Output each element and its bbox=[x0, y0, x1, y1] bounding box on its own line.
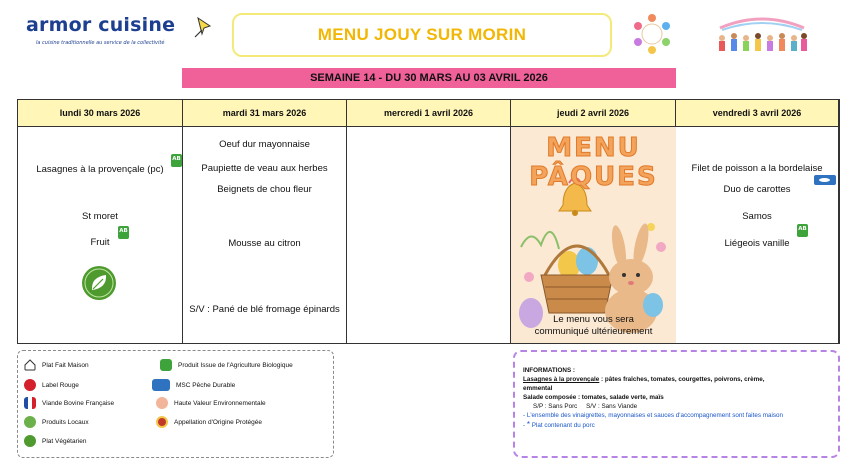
info-line: - * Plat contenant du porc bbox=[523, 420, 595, 429]
easter-title-paques: PÂQUES bbox=[529, 162, 658, 192]
legend-item: Viande Bovine Française bbox=[24, 397, 114, 409]
organic-ab-icon bbox=[171, 154, 182, 167]
page-title: MENU JOUY SUR MORIN bbox=[317, 25, 527, 44]
day-header: lundi 30 mars 2026 bbox=[18, 100, 182, 127]
legend-item: Plat Fait Maison bbox=[24, 359, 89, 371]
legend-item: Plat Végétarien bbox=[24, 435, 86, 447]
vegetarian-leaf-icon bbox=[24, 435, 36, 447]
brand-name: armor cuisine bbox=[26, 14, 176, 36]
menu-item: Duo de carottes bbox=[723, 184, 791, 195]
menu-item: Mousse au citron bbox=[228, 238, 301, 249]
info-line: S/P : Sans Porc S/V : Sans Viande bbox=[533, 403, 638, 410]
msc-fish-icon bbox=[152, 379, 170, 391]
legend-item: Appellation d'Origine Protégée bbox=[156, 416, 262, 428]
french-beef-icon bbox=[24, 397, 36, 409]
day-column-tuesday bbox=[183, 100, 347, 343]
legend-item: Produit Issue de l'Agriculture Biologique bbox=[160, 359, 293, 371]
title-banner bbox=[232, 13, 612, 57]
easter-note: Le menu vous sera communiqué ultérieurement bbox=[534, 314, 653, 337]
day-column-monday bbox=[18, 100, 183, 343]
week-banner bbox=[182, 68, 676, 88]
children-group-icon bbox=[712, 14, 812, 54]
vegetarian-leaf-icon bbox=[81, 265, 117, 301]
menu-item: S/V : Pané de blé fromage épinards bbox=[189, 304, 340, 315]
menu-item: Fruit bbox=[90, 237, 110, 248]
day-header: vendredi 3 avril 2026 bbox=[676, 100, 838, 127]
children-circle-icon bbox=[630, 12, 674, 56]
information-box bbox=[513, 350, 840, 458]
label-rouge-icon bbox=[24, 379, 36, 391]
menu-item: Samos bbox=[742, 211, 772, 222]
menu-item: Filet de poisson a la bordelaise bbox=[691, 163, 823, 174]
legend-item: Label Rouge bbox=[24, 379, 79, 391]
house-icon bbox=[24, 359, 36, 371]
legend-box bbox=[17, 350, 334, 458]
legend-item: Produits Locaux bbox=[24, 416, 89, 428]
organic-ab-icon bbox=[160, 359, 172, 371]
week-label: SEMAINE 14 - DU 30 MARS AU 03 AVRIL 2026 bbox=[310, 72, 548, 84]
legend-item: MSC Pêche Durable bbox=[152, 379, 235, 391]
day-header: mercredi 1 avril 2026 bbox=[347, 100, 510, 127]
day-column-friday bbox=[676, 100, 839, 343]
info-line: Lasagnes à la provençale : pâtes fraîches, tomates, courgettes, poivrons, crème, bbox=[523, 376, 765, 383]
menu-item: St moret bbox=[82, 211, 118, 222]
info-line: emmental bbox=[523, 385, 553, 392]
info-line: - L'ensemble des vinaigrettes, mayonnaises et sauces d'accompagnement sont faites maison bbox=[523, 412, 784, 419]
menu-item: Oeuf dur mayonnaise bbox=[219, 139, 310, 150]
menu-item: Beignets de chou fleur bbox=[217, 184, 312, 195]
menu-item: Lasagnes à la provençale (pc) bbox=[36, 164, 164, 175]
easter-panel bbox=[511, 127, 676, 343]
info-title: INFORMATIONS : bbox=[523, 367, 576, 374]
legend-item: Haute Valeur Environnementale bbox=[156, 397, 266, 409]
local-products-icon bbox=[24, 416, 36, 428]
aop-icon bbox=[156, 416, 168, 428]
brand-logo bbox=[26, 14, 175, 46]
hve-icon bbox=[156, 397, 168, 409]
day-header: mardi 31 mars 2026 bbox=[183, 100, 346, 127]
day-column-wednesday bbox=[347, 100, 511, 343]
menu-table bbox=[17, 99, 840, 344]
info-line: Salade composée : tomates, salade verte, maïs bbox=[523, 394, 664, 401]
organic-ab-icon bbox=[118, 226, 129, 239]
brand-tagline: la cuisine traditionnelle au service de la collectivité bbox=[36, 40, 165, 46]
menu-item: Paupiette de veau aux herbes bbox=[201, 163, 328, 174]
day-header: jeudi 2 avril 2026 bbox=[511, 100, 675, 127]
menu-item: Liégeois vanille bbox=[724, 238, 790, 249]
easter-title-menu: MENU bbox=[546, 133, 641, 163]
pushpin-icon bbox=[190, 14, 216, 40]
organic-ab-icon bbox=[797, 224, 808, 237]
